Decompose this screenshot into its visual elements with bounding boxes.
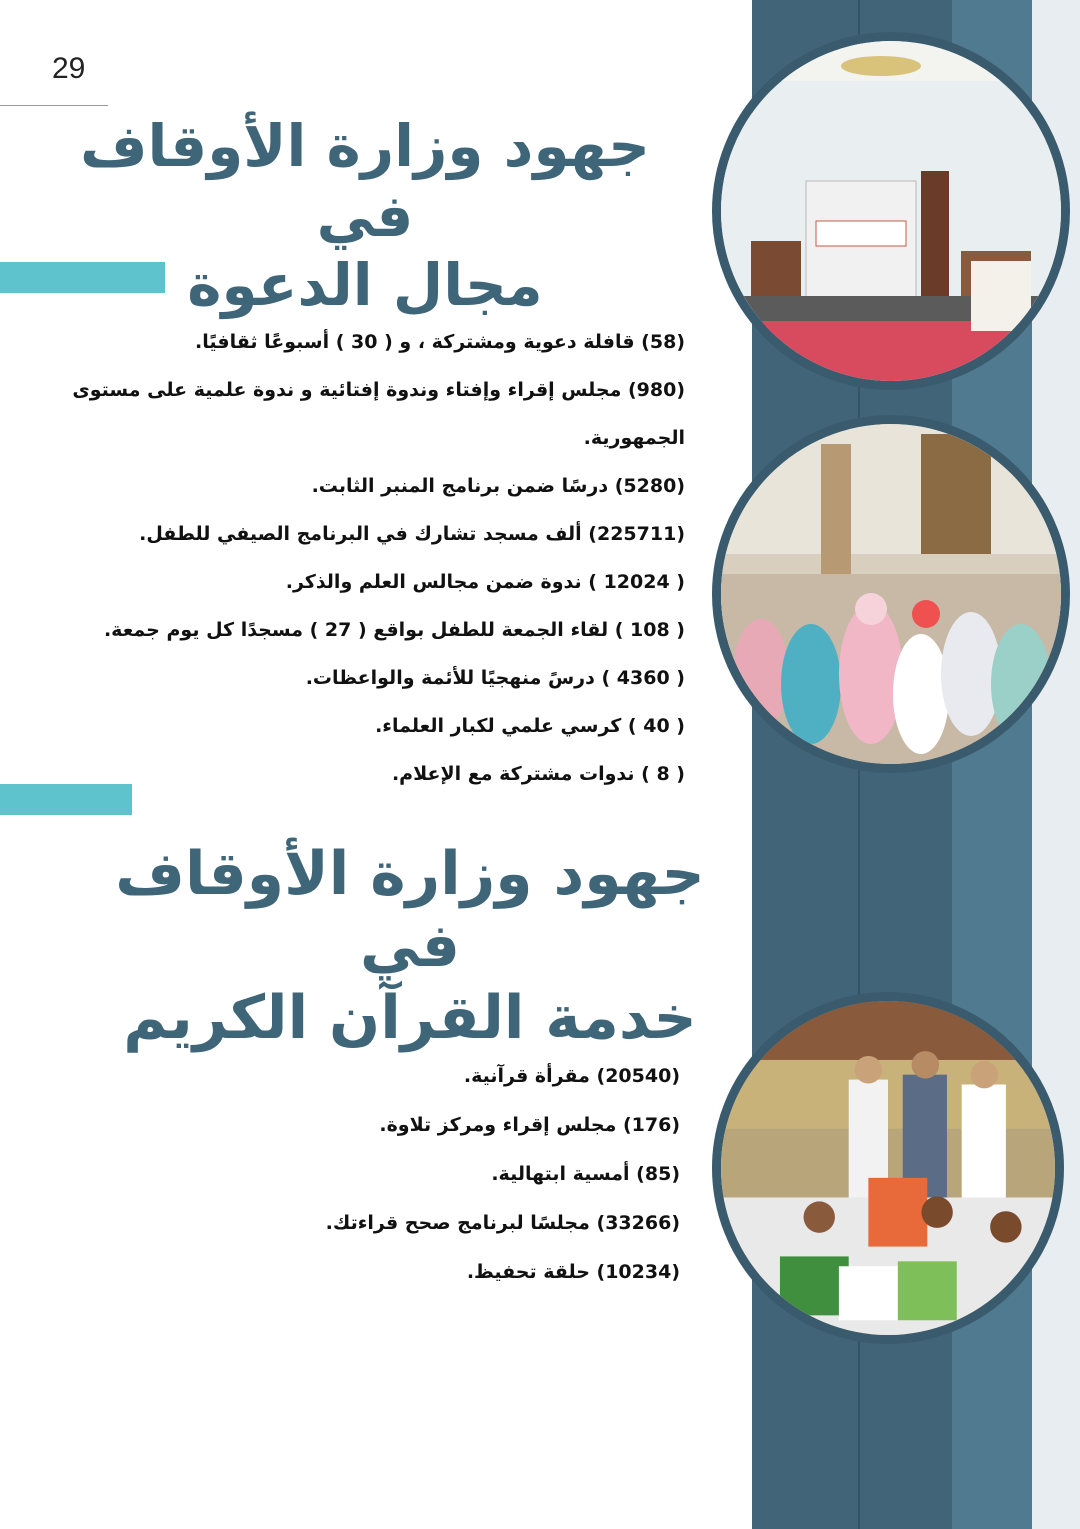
section1-title-line1: جهود وزارة الأوقاف في <box>80 112 650 250</box>
section2-list <box>280 1052 680 1297</box>
list-item: ( 4360 ) درسً منهجيًا للأئمة والواعظات. <box>305 667 685 689</box>
quran-students-photo <box>712 992 1064 1344</box>
list-item: (33266) مجلسًا لبرنامج صحح قراءتك. <box>325 1212 680 1234</box>
list-item: (10234) حلقة تحفيظ. <box>466 1261 680 1283</box>
section1-accent-bar <box>0 262 165 293</box>
section1-list <box>20 318 685 798</box>
list-item: ( 8 ) ندوات مشتركة مع الإعلام. <box>391 763 685 785</box>
quran-students-illustration <box>721 1001 1055 1335</box>
list-item: (85) أمسية ابتهالية. <box>491 1163 680 1185</box>
section2-title-line1: جهود وزارة الأوقاف في <box>115 839 705 981</box>
list-item: ( 12024 ) ندوة ضمن مجالس العلم والذكر. <box>285 571 685 593</box>
list-item: (5280) درسًا ضمن برنامج المنبر الثابت. <box>311 475 685 497</box>
mosque-gathering-photo <box>712 32 1070 390</box>
list-item: (20540) مقرأة قرآنية. <box>463 1065 680 1087</box>
page-number-rule <box>0 105 108 106</box>
list-item: (225711) ألف مسجد تشارك في البرنامج الصيفي للطفل. <box>139 523 685 545</box>
children-lesson-photo <box>712 415 1070 773</box>
mosque-gathering-illustration <box>721 41 1061 381</box>
section2-title <box>60 838 760 1054</box>
list-item: (980) مجلس إقراء وإفتاء وندوة إفتائية و ندوة علمية على مستوى الجمهورية. <box>72 379 685 449</box>
section1-title-line2: مجال الدعوة <box>187 251 543 320</box>
page-number: 29 <box>52 52 86 85</box>
list-item: ( 40 ) كرسي علمي لكبار العلماء. <box>375 715 685 737</box>
list-item: ( 108 ) لقاء الجمعة للطفل بواقع ( 27 ) مسجدًا كل يوم جمعة. <box>103 619 685 641</box>
children-lesson-illustration <box>721 424 1061 764</box>
section2-accent-bar <box>0 784 132 815</box>
list-item: (58) قافلة دعوية ومشتركة ، و ( 30 ) أسبوعًا ثقافيًا. <box>195 331 685 353</box>
list-item: (176) مجلس إقراء ومركز تلاوة. <box>379 1114 680 1136</box>
section2-title-line2: خدمة القرآن الكريم <box>123 983 697 1053</box>
